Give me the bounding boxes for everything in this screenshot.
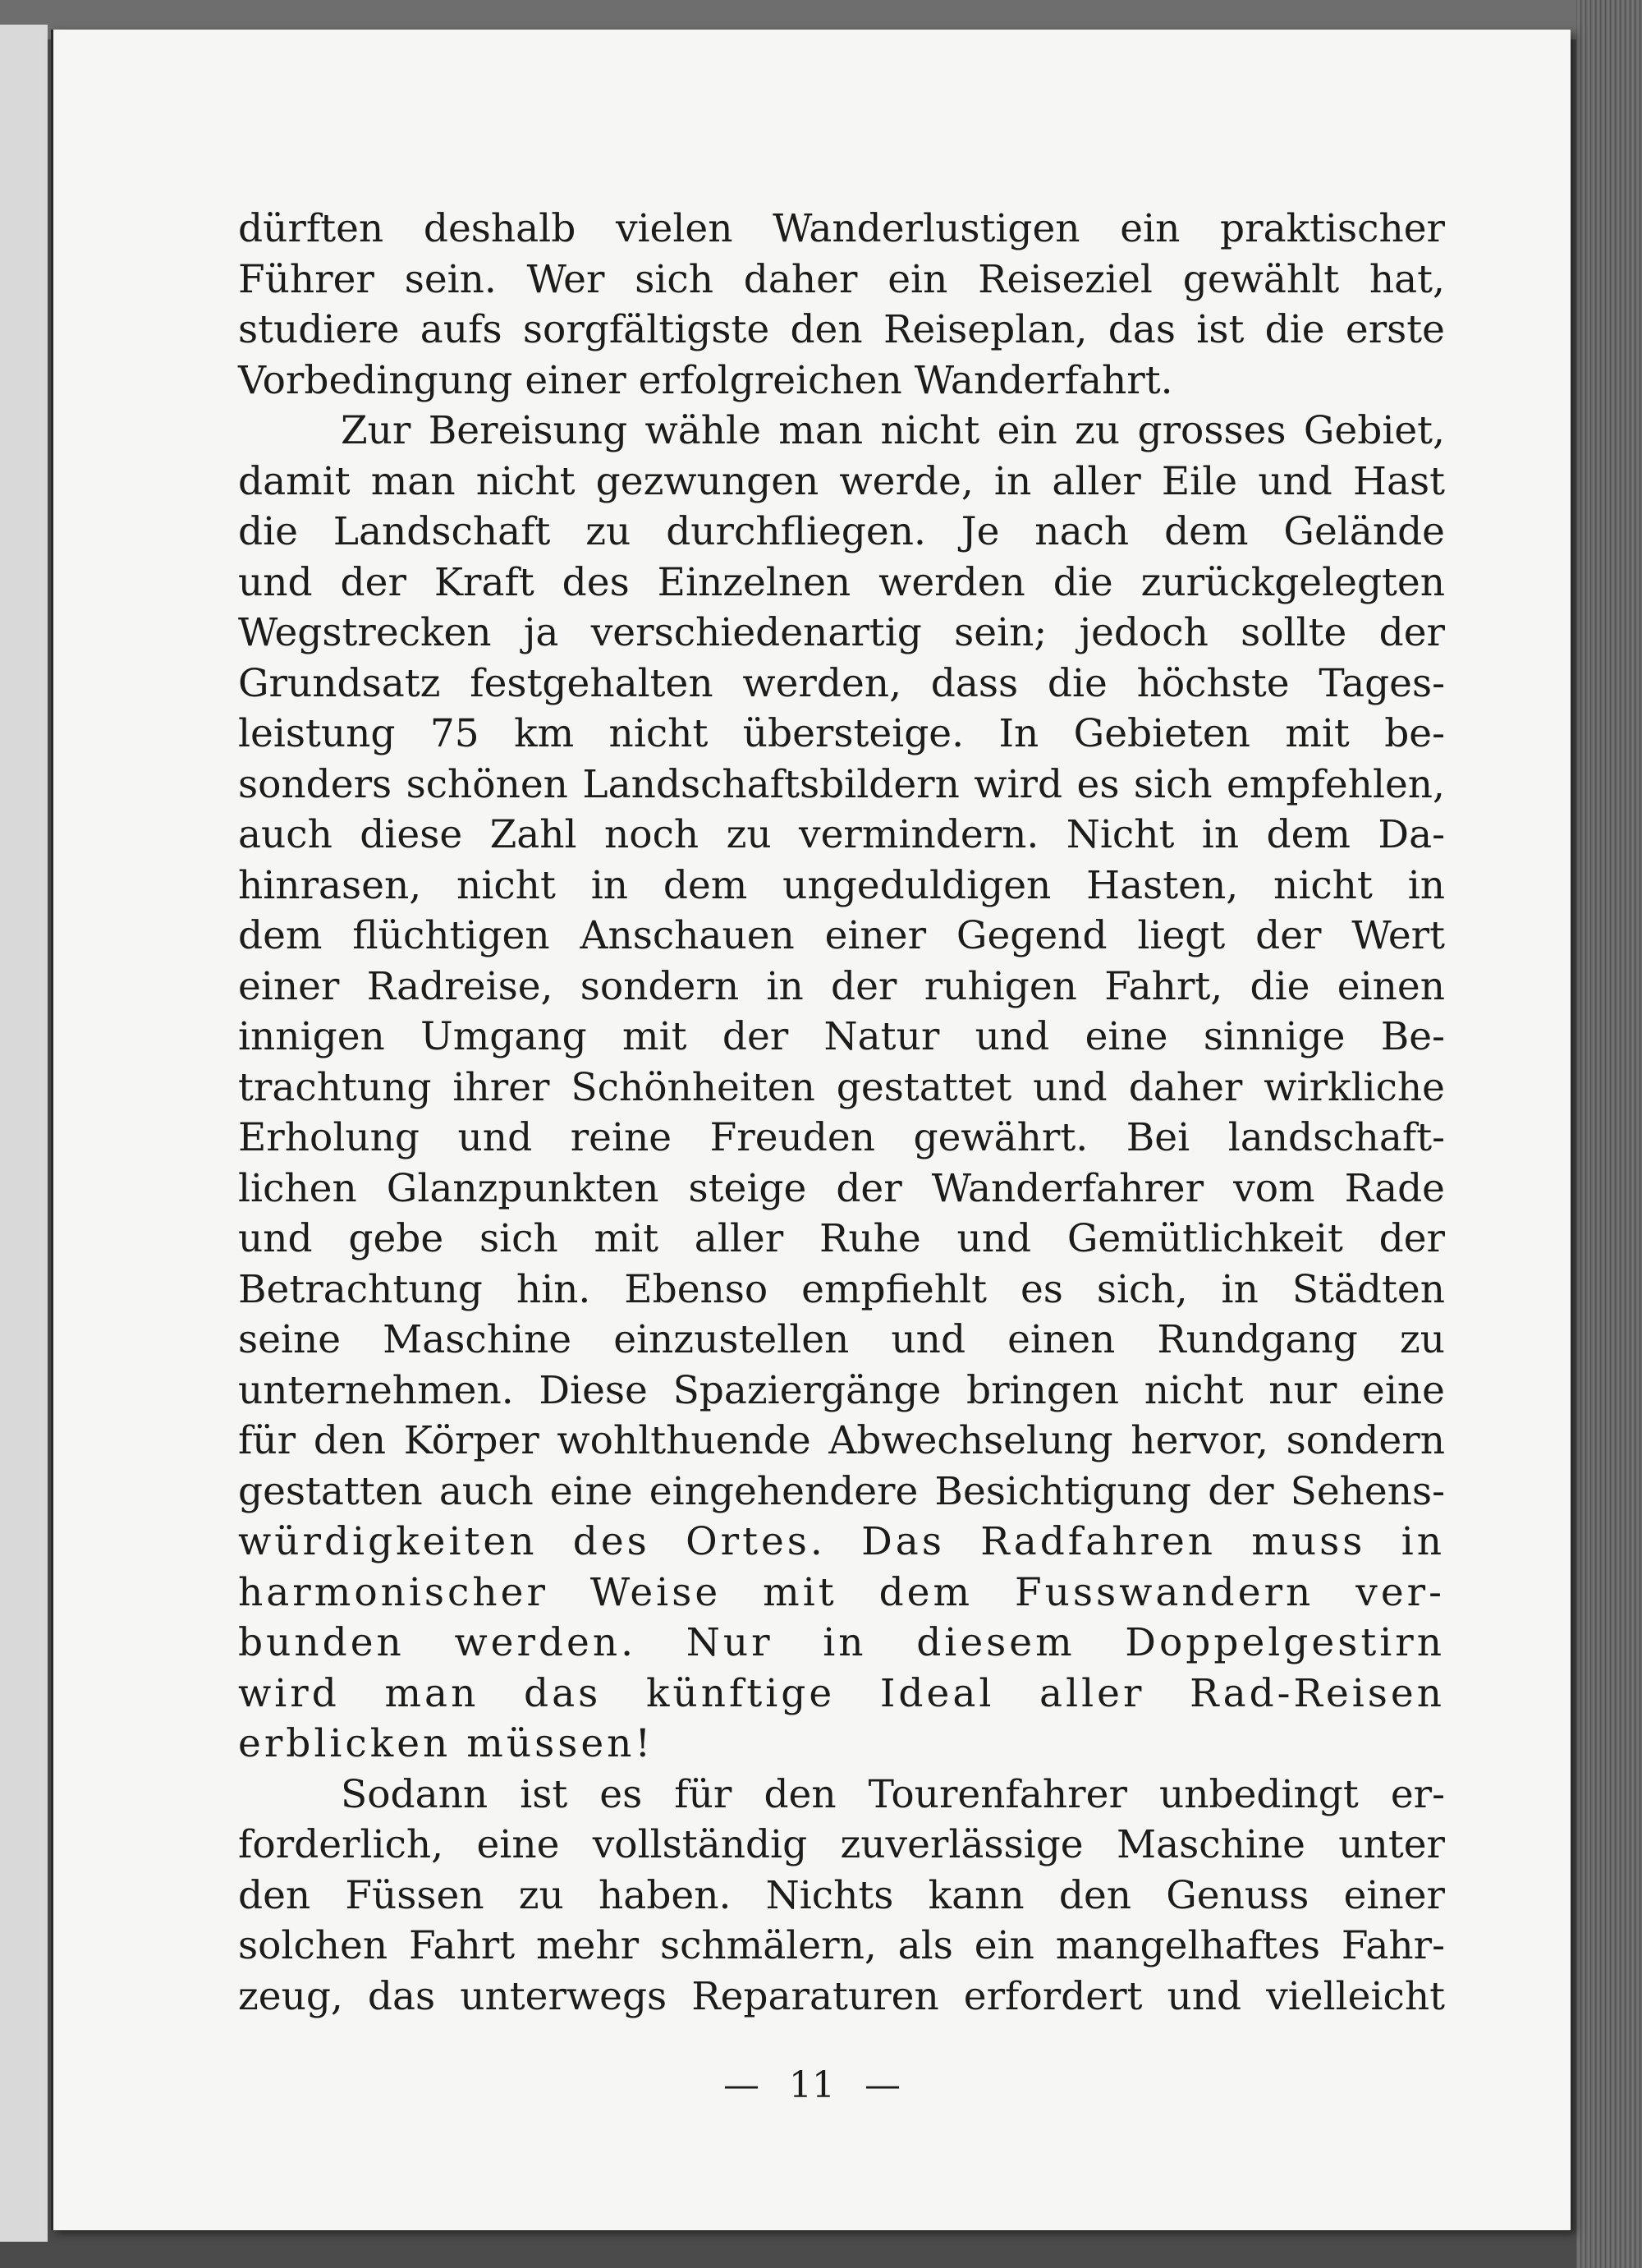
text-line: Führer sein. Wer sich daher ein Reiseziel gewählt hat, <box>238 256 1445 302</box>
text-line: innigen Umgang mit der Natur und eine sinnige Be- <box>238 1014 1445 1059</box>
text-line: unternehmen. Diese Spaziergänge bringen nicht nur eine <box>238 1367 1445 1413</box>
text-line: bunden werden. Nur in diesem Doppelgestirn <box>238 1620 1445 1665</box>
book-cover-right-edge <box>1576 0 1642 2268</box>
text-line: seine Maschine einzustellen und einen Rundgang zu <box>238 1317 1445 1362</box>
text-line: erblicken müssen! <box>238 1721 654 1766</box>
book-page <box>51 30 1571 2230</box>
text-line: dürften deshalb vielen Wanderlustigen ein praktischer <box>238 206 1445 251</box>
body-text <box>238 204 1445 2022</box>
text-line: Vorbedingung einer erfolgreichen Wanderfahrt. <box>238 357 1173 403</box>
text-line: einer Radreise, sondern in der ruhigen Fahrt, die einen <box>238 963 1445 1009</box>
text-line: und gebe sich mit aller Ruhe und Gemütlichkeit der <box>238 1216 1445 1261</box>
text-line: solchen Fahrt mehr schmälern, als ein mangelhaftes Fahr- <box>238 1923 1445 1968</box>
text-line: harmonischer Weise mit dem Fusswandern ver- <box>238 1569 1445 1615</box>
text-line: den Füssen zu haben. Nichts kann den Genuss einer <box>238 1872 1445 1918</box>
text-line: sonders schönen Landschaftsbildern wird es sich empfehlen, <box>238 761 1445 807</box>
text-line: und der Kraft des Einzelnen werden die zurückgelegten <box>238 559 1445 605</box>
text-line: wird man das künftige Ideal aller Rad-Reisen <box>238 1670 1445 1716</box>
text-line: Wegstrecken ja verschiedenartig sein; jedoch sollte der <box>238 610 1445 655</box>
text-line: hinrasen, nicht in dem ungeduldigen Hasten, nicht in <box>238 862 1445 908</box>
text-line: die Landschaft zu durchfliegen. Je nach dem Gelände <box>238 509 1445 554</box>
page-number: — 11 — <box>723 2064 901 2106</box>
text-line: lichen Glanzpunkten steige der Wanderfahrer vom Rade <box>238 1165 1445 1211</box>
text-line: zeug, das unterwegs Reparaturen erfordert und vielleicht <box>238 1973 1445 2019</box>
text-line: damit man nicht gezwungen werde, in aller Eile und Hast <box>238 458 1445 504</box>
facing-page-edge <box>0 25 48 2242</box>
text-line: Sodann ist es für den Tourenfahrer unbedingt er- <box>341 1771 1445 1817</box>
text-line: für den Körper wohlthuende Abwechselung hervor, sondern <box>238 1418 1445 1463</box>
text-line: dem flüchtigen Anschauen einer Gegend liegt der Wert <box>238 913 1445 958</box>
text-line: trachtung ihrer Schönheiten gestattet und daher wirkliche <box>238 1064 1445 1110</box>
text-line: würdigkeiten des Ortes. Das Radfahren muss in <box>238 1519 1445 1564</box>
text-line: studiere aufs sorgfältigste den Reiseplan, das ist die erste <box>238 307 1445 352</box>
text-line: Zur Bereisung wähle man nicht ein zu grosses Gebiet, <box>341 408 1445 453</box>
text-line: Grundsatz festgehalten werden, dass die höchste Tages- <box>238 660 1445 706</box>
text-line: gestatten auch eine eingehendere Besichtigung der Sehens- <box>238 1468 1445 1514</box>
text-line: leistung 75 km nicht übersteige. In Gebieten mit be- <box>238 711 1445 756</box>
text-line: Betrachtung hin. Ebenso empfiehlt es sich, in Städten <box>238 1266 1445 1312</box>
text-line: Erholung und reine Freuden gewährt. Bei landschaft- <box>238 1115 1445 1160</box>
text-line: auch diese Zahl noch zu vermindern. Nicht in dem Da- <box>238 812 1445 857</box>
text-line: forderlich, eine vollständig zuverlässige Maschine unter <box>238 1822 1445 1867</box>
